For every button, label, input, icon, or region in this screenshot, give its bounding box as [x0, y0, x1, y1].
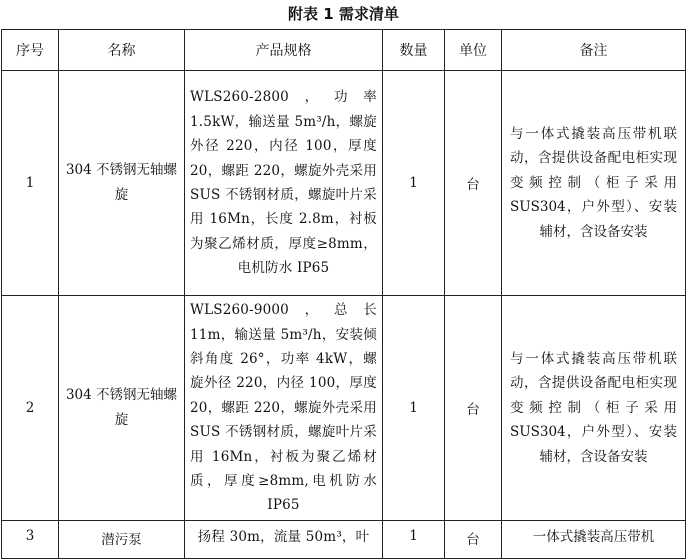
cell-qty: 1 [383, 296, 445, 521]
header-qty: 数量 [383, 30, 445, 71]
header-no: 序号 [2, 30, 59, 71]
cell-note: 与一体式撬装高压带机联动，含提供设备配电柜实现变频控制（柜子采用 SUS304，户外型）、安装辅材，含设备安装 [502, 296, 686, 521]
header-unit: 单位 [445, 30, 502, 71]
cell-spec: WLS260-2800，功率 1.5kW，输送量 5m³/h，螺旋外径 220，内径 100，厚度 20，螺距 220，螺旋外壳采用 SUS 不锈钢材质，螺旋叶片采用 16Mn，长度 2.8m，衬板为聚乙烯材质，厚度≥8mm，电机防水 IP65 [185, 71, 383, 296]
cell-name: 304 不锈钢无轴螺旋 [59, 296, 185, 521]
requirements-table [1, 29, 686, 559]
cell-unit: 台 [445, 521, 502, 559]
header-name: 名称 [59, 30, 185, 71]
table-header-row [2, 30, 686, 71]
cell-qty: 1 [383, 71, 445, 296]
cell-no: 2 [2, 296, 59, 521]
table-row [2, 521, 686, 559]
cell-no: 3 [2, 521, 59, 559]
cell-unit: 台 [445, 296, 502, 521]
cell-no: 1 [2, 71, 59, 296]
table-row [2, 71, 686, 296]
cell-spec: WLS260-9000，总长 11m，输送量 5m³/h，安装倾斜角度 26°，功率 4kW，螺旋外径 220，内径 100，厚度 20，螺距 220，螺旋外壳采用 SUS 不锈钢材质，螺旋叶片采用 16Mn，衬板为聚乙烯材质，厚度≥8mm,电机防水 IP65 [185, 296, 383, 521]
cell-qty: 1 [383, 521, 445, 559]
table-title: 附表 1 需求清单 [288, 5, 399, 23]
cell-unit: 台 [445, 71, 502, 296]
cell-name: 潜污泵 [59, 521, 185, 559]
header-spec: 产品规格 [185, 30, 383, 71]
cell-note: 与一体式撬装高压带机联动，含提供设备配电柜实现变频控制（柜子采用 SUS304，户外型）、安装辅材，含设备安装 [502, 71, 686, 296]
cell-spec: 扬程 30m，流量 50m³，叶 [185, 521, 383, 559]
cell-name: 304 不锈钢无轴螺旋 [59, 71, 185, 296]
cell-note: 一体式撬装高压带机 [502, 521, 686, 559]
table-row [2, 296, 686, 521]
header-note: 备注 [502, 30, 686, 71]
